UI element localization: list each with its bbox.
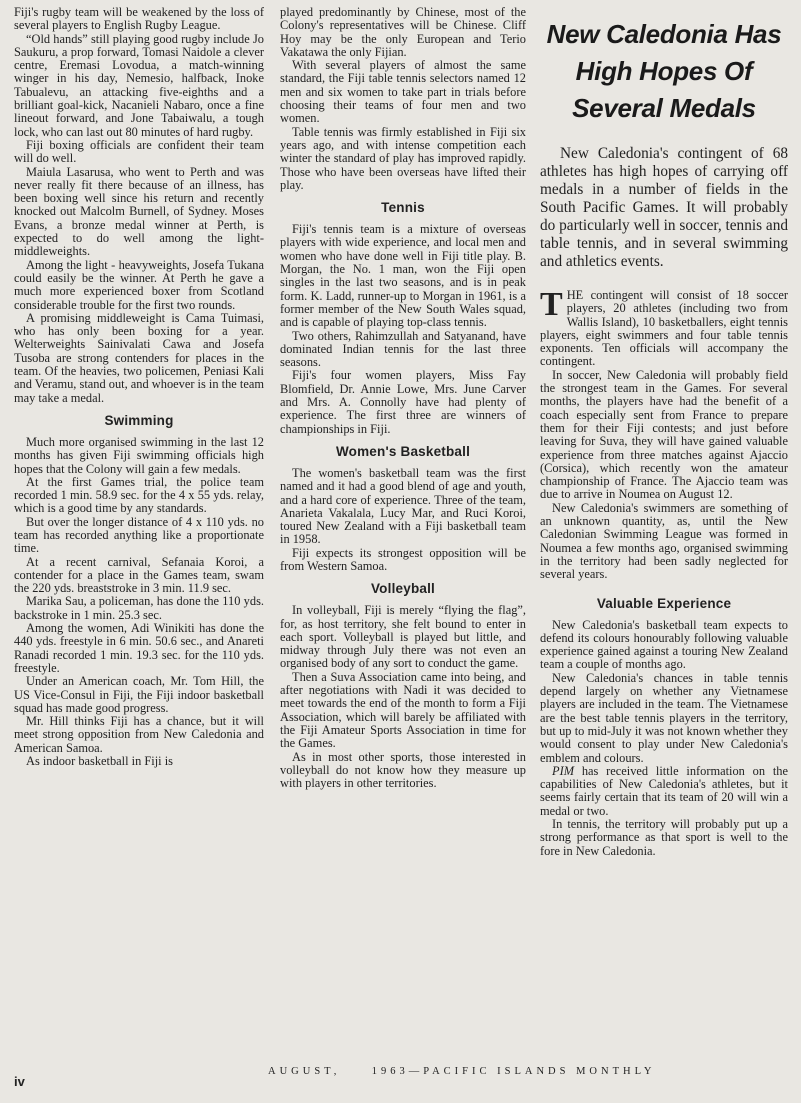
paragraph: The women's basketball team was the first named and it had a good blend of age and youth, and a hard core of experience. Three of the team, Anarieta Vakalala, Lucy Mar, and Ruci Koroi, toured New Zealand with a Fiji basketball team in 1958. xyxy=(280,465,526,547)
footer-year: 1963 xyxy=(371,1066,409,1077)
paragraph: Marika Sau, a policeman, has done the 110 yds. backstroke in 1 min. 25.3 sec. xyxy=(14,594,264,622)
paragraph: Much more organised swimming in the last 12 months has given Fiji swimming officials high hopes that the Colony will gain a few medals. xyxy=(14,434,264,476)
footer-separator: — xyxy=(408,1066,424,1077)
running-footer xyxy=(268,1066,788,1077)
paragraph: Table tennis was firmly established in Fiji six years ago, and with intense competition each winter the standard of play has improved rapidly. Those who have been overseas have lifted their play. xyxy=(280,124,526,192)
paragraph: At the first Games trial, the police team recorded 1 min. 58.9 sec. for the 4 x 55 yds. relay, which is a good time by any standards. xyxy=(14,474,264,516)
column-1 xyxy=(14,6,264,768)
paragraph: Among the women, Adi Winikiti has done the 440 yds. freestyle in 6 min. 50.6 sec., and Anareti Ranadi recorded 1 min. 19.3 sec. for the 110 yds. freestyle. xyxy=(14,621,264,675)
paragraph: Fiji's tennis team is a mixture of overseas players with wide experience, and local men and women who have done well in Fiji title play. B. Morgan, the No. 1 man, won the Fiji open singles in the last two seasons, and is in peak form. K. Ladd, runner-up to Morgan in 1961, is a former member of the New South Wales squad, and is capable of playing top-class tennis. xyxy=(280,222,526,330)
footer-month: AUGUST, xyxy=(268,1066,341,1077)
paragraph-text: has received little information on the capabilities of New Caledonia's athletes, but it seems fairly certain that its team of 20 will win a medal or two. xyxy=(540,763,788,818)
paragraph: Under an American coach, Mr. Tom Hill, the US Vice-Consul in Fiji, the Fiji indoor basketball squad has made good progress. xyxy=(14,674,264,715)
column-3 xyxy=(540,6,788,858)
paragraph: At a recent carnival, Sefanaia Koroi, a contender for a place in the Games team, swam the 220 yds. breaststroke in 3 min. 11.9 sec. xyxy=(14,554,264,596)
headline-line: Several Medals xyxy=(572,93,756,123)
paragraph: played predominantly by Chinese, most of the Colony's representatives will be Chinese. Cliff Hoy may be the only European and Terio Vakatawa the only Fijian. xyxy=(280,5,526,59)
article-headline xyxy=(540,16,788,127)
paragraph: Two others, Rahimzullah and Satyanand, have dominated Indian tennis for the last three seasons. xyxy=(280,328,526,370)
paragraph: A promising middleweight is Cama Tuimasi, who has only been boxing for a year. Welterweights Sainivalati Cawa and Josefa Tusoba are strong contenders for places in the team. Of the heavies, two policemen, Peniasi Kali and Veramu, stand out, and whoever is in the team may take a medal. xyxy=(14,310,264,405)
paragraph: Among the light - heavyweights, Josefa Tukana could easily be the winner. At Perth he gave a much more experienced boxer from Scotland considerable trouble for the first two rounds. xyxy=(14,257,264,312)
paragraph: HE contingent will consist of 18 soccer players, 20 athletes (including two from Wallis Island), 10 basketballers, eight tennis players, eight swimmers and four table tennis exponents. Ten officials will accompany the contingent. xyxy=(540,288,788,369)
footer-magazine: PACIFIC ISLANDS MONTHLY xyxy=(423,1066,656,1077)
publication-abbrev: PIM xyxy=(552,763,575,778)
paragraph: With several players of almost the same standard, the Fiji table tennis selectors named 12 men and six women to take part in trials before choosing their teams of four men and two women. xyxy=(280,58,526,126)
section-heading-valuable-experience: Valuable Experience xyxy=(596,595,732,611)
paragraph: Fiji boxing officials are confident their team will do well. xyxy=(14,137,264,166)
lead-paragraph: New Caledonia's contingent of 68 athletes has high hopes of carrying off medals in a number of fields in the South Pacific Games. It will probably do particularly well in soccer, tennis and table tennis, and in several swimming and athletics events. xyxy=(540,145,788,270)
paragraph xyxy=(540,765,788,818)
article-lead xyxy=(540,145,788,271)
paragraph: In tennis, the territory will probably put up a strong performance as that sport is well to the fore in New Caledonia. xyxy=(540,816,788,858)
paragraph: Fiji expects its strongest opposition will be from Western Samoa. xyxy=(280,545,526,573)
paragraph: As indoor basketball in Fiji is xyxy=(26,754,173,769)
section-heading-basketball: Women's Basketball xyxy=(335,443,471,459)
paragraph: But over the longer distance of 4 x 110 yds. no team has recorded anything like a proportionate time. xyxy=(14,514,264,556)
paragraph: Fiji's four women players, Miss Fay Blomfield, Dr. Annie Lowe, Mrs. June Carver and Mrs. A. Connolly have had plenty of experience. The first three are winners of championships in Fiji. xyxy=(280,368,526,436)
section-heading-swimming: Swimming xyxy=(104,412,174,428)
paragraph: In volleyball, Fiji is merely “flying the flag”, for, as host territory, she felt bound to enter in each sport. Volleyball is played but little, and midway through July there was not even an organised body of any sort to conduct the game. xyxy=(280,603,526,671)
paragraph: As in most other sports, those interested in volleyball do not know how they measure up with players in other territories. xyxy=(280,749,526,791)
paragraph: “Old hands” still playing good rugby include Jo Saukuru, a prop forward, Tomasi Naidole a clever centre, Eremasi Lovodua, a match-winning winger in his day, Nemesio, halfback, Inoke Tabualevu, an attacking five-eighths and a brilliant goal-kick, Nacanieli Nabaro, once a fine lineout forward, and Jone Tabaiwalu, a tough lock, who can last out 80 minutes of hard rugby. xyxy=(14,31,264,139)
headline-line: New Caledonia Has xyxy=(546,19,782,49)
section-heading-volleyball: Volleyball xyxy=(370,581,436,597)
section-heading-tennis: Tennis xyxy=(381,200,425,216)
drop-cap: T xyxy=(540,286,563,323)
paragraph: New Caledonia's swimmers are something of an unknown quantity, as, until the New Caledonian Swimming League was formed in Noumea a few months ago, organised swimming in the territory had been sadly neglected for several years. xyxy=(540,500,788,582)
paragraph: Then a Suva Association came into being, and after negotiations with Nadi it was decided to meet towards the end of the month to form a Fiji Association, which will barely be affiliated with the Fiji Amateur Sports Association in time for the Games. xyxy=(280,669,526,751)
dropcap-paragraph xyxy=(540,286,788,369)
headline-line: High Hopes Of xyxy=(575,56,753,86)
paragraph: New Caledonia's chances in table tennis depend largely on whether any Vietnamese players are included in the team. The Vietnamese are the best table tennis players in the territory, but up to mid-July it was not known whether they would consent to play under New Caledonia's emblem and colours. xyxy=(540,670,788,765)
paragraph: Maiula Lasarusa, who went to Perth and was never really fit there because of an illness, has been boxing well since his return and recently knocked out Malcolm Burnell, of Sydney. Moses Evans, a bronze medal winner at Perth, is expected to do well among the light-middleweights. xyxy=(14,164,264,259)
page-number: iv xyxy=(14,1074,25,1089)
paragraph: New Caledonia's basketball team expects to defend its colours honourably following valuable experience gained against a touring New Zealand team a couple of months ago. xyxy=(540,617,788,672)
paragraph: Fiji's rugby team will be weakened by the loss of several players to English Rugby League. xyxy=(14,5,264,33)
paragraph: Mr. Hill thinks Fiji has a chance, but it will meet strong opposition from New Caledonia and American Samoa. xyxy=(14,714,264,755)
paragraph: In soccer, New Caledonia will probably field the strongest team in the Games. For several months, the players have had the benefit of a coach especially sent from France to prepare them for their Fiji contests; and just before leaving for Suva, they will have gained valuable experience from three matches against Ajaccio (Corsica), which recently won the amateur championship of France. The Ajaccio team was due to arrive in Noumea on August 12. xyxy=(540,367,788,502)
column-2 xyxy=(280,6,526,790)
